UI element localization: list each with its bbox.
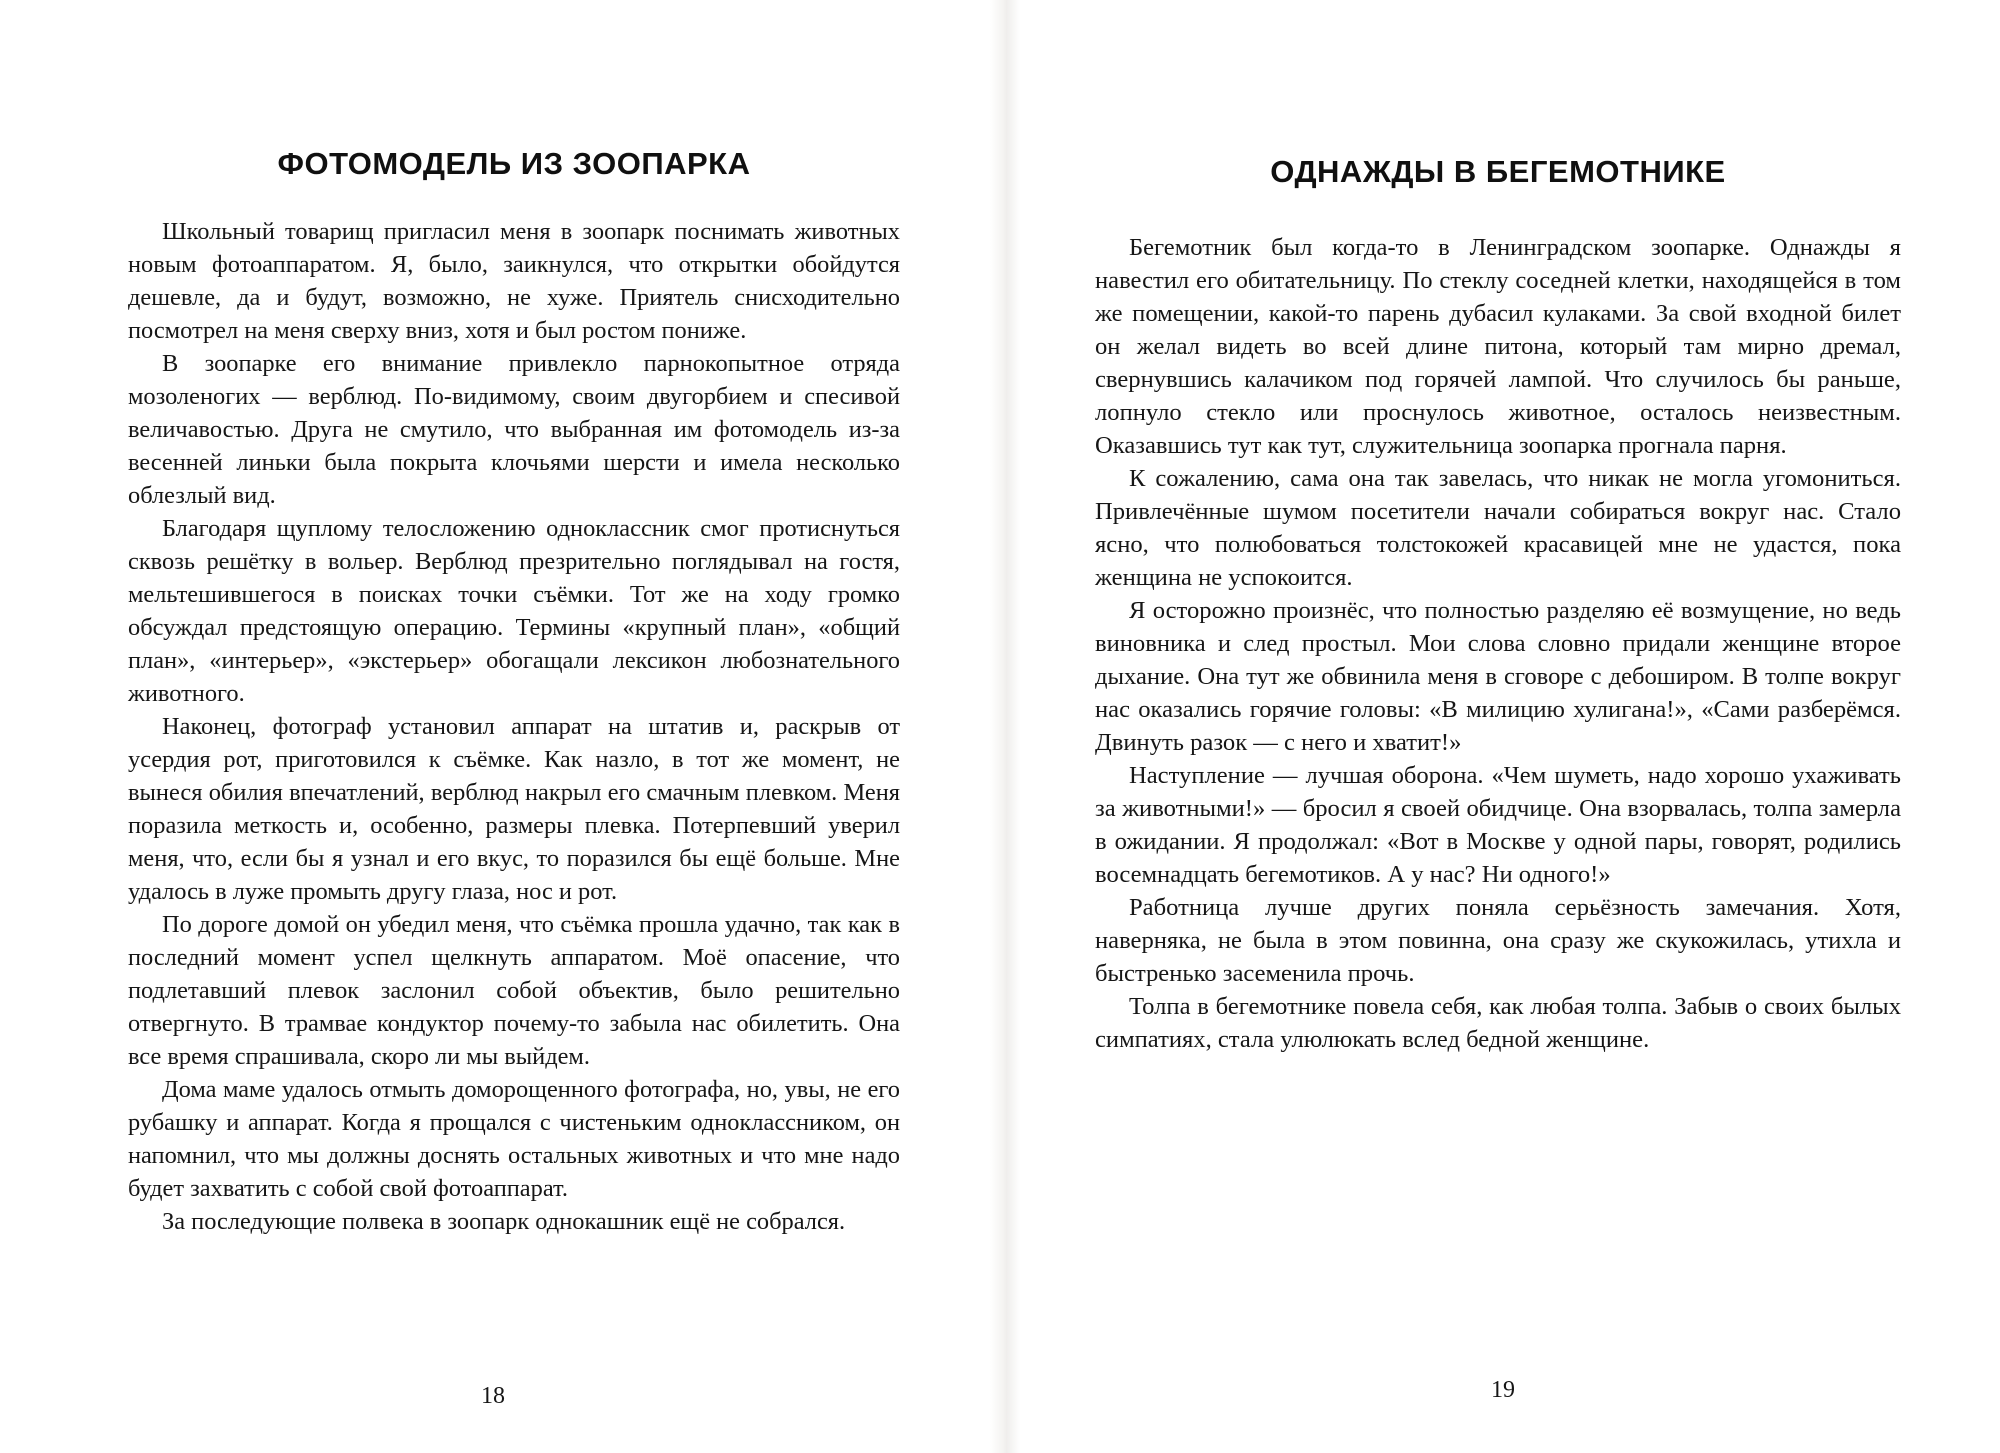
- paragraph: За последующие полвека в зоопарк однокашник ещё не собрался.: [162, 1208, 846, 1235]
- paragraph: Наконец, фотограф установил аппарат на штатив и, раскрыв от усердия рот, приготовился к съёмке. Как назло, в тот же момент, не вынеся обилия впечатлений, верблюд накрыл его смачным плевком. Меня поразила меткость и, особенно, размеры плевка. Потерпевший уверил меня, что, если бы я узнал и его вкус, то поразился бы ещё больше. Мне удалось в луже промыть другу глаза, нос и рот.: [128, 713, 900, 905]
- paragraph: Я осторожно произнёс, что полностью разделяю её возмущение, но ведь виновника и след простыл. Мои слова словно придали женщине второе дыхание. Она тут же обвинила меня в сговоре с дебоширом. В толпе вокруг нас оказались горячие головы: «В милицию хулигана!», «Сами разберёмся. Двинуть разок — с него и хватит!»: [1095, 597, 1901, 756]
- paragraph: Школьный товарищ пригласил меня в зоопарк поснимать животных новым фотоаппаратом. Я, было, заикнулся, что открытки обойдутся дешевле, да и будут, возможно, не хуже. Приятель снисходительно посмотрел на меня сверху вниз, хотя и был ростом пониже.: [128, 218, 900, 344]
- paragraph: По дороге домой он убедил меня, что съёмка прошла удачно, так как в последний момент успел щелкнуть аппаратом. Моё опасение, что подлетавший плевок заслонил собой объектив, было решительно отвергнуто. В трамвае кондуктор почему-то забыла нас обилетить. Она все время спрашивала, скоро ли мы выйдем.: [128, 911, 900, 1070]
- right-page-title: ОДНАЖДЫ В БЕГЕМОТНИКЕ: [1270, 154, 1726, 189]
- left-page-title: ФОТОМОДЕЛЬ ИЗ ЗООПАРКА: [277, 146, 751, 181]
- paragraph: К сожалению, сама она так завелась, что никак не могла угомониться. Привлечённые шумом посетители начали собираться вокруг нас. Стало ясно, что полюбоваться толстокожей красавицей мне не удастся, пока женщина не успокоится.: [1095, 465, 1901, 591]
- paragraph: Работница лучше других поняла серьёзность замечания. Хотя, наверняка, не была в этом повинна, она сразу же скукожилась, утихла и быстренько засеменила прочь.: [1095, 894, 1901, 987]
- left-page-number: 18: [481, 1383, 505, 1409]
- paragraph: Дома маме удалось отмыть доморощенного фотографа, но, увы, не его рубашку и аппарат. Когда я прощался с чистеньким одноклассником, он напомнил, что мы должны доснять остальных животных и что мне надо будет захватить с собой свой фотоаппарат.: [128, 1076, 900, 1202]
- right-page-body: [1095, 231, 1901, 1056]
- left-page-body: [128, 215, 900, 1238]
- right-page-number: 19: [1491, 1377, 1515, 1403]
- book-gutter: [990, 0, 1020, 1453]
- paragraph: Благодаря щуплому телосложению одноклассник смог протиснуться сквозь решётку в вольер. Верблюд презрительно поглядывал на гостя, мельтешившегося в поисках точки съёмки. Тот же на ходу громко обсуждал предстоящую операцию. Термины «крупный план», «общий план», «интерьер», «экстерьер» обогащали лексикон любознательного животного.: [128, 515, 900, 707]
- paragraph: Наступление — лучшая оборона. «Чем шуметь, надо хорошо ухаживать за животными!» — бросил я своей обидчице. Она взорвалась, толпа замерла в ожидании. Я продолжал: «Вот в Москве у одной пары, говорят, родились восемнадцать бегемотиков. А у нас? Ни одного!»: [1095, 762, 1901, 888]
- paragraph: В зоопарке его внимание привлекло парнокопытное отряда мозоленогих — верблюд. По-видимому, своим двугорбием и спесивой величавостью. Друга не смутило, что выбранная им фотомодель из-за весенней линьки была покрыта клочьями шерсти и имела несколько облезлый вид.: [128, 350, 900, 509]
- paragraph: Толпа в бегемотнике повела себя, как любая толпа. Забыв о своих былых симпатиях, стала улюлюкать вслед бедной женщине.: [1095, 993, 1901, 1053]
- paragraph: Бегемотник был когда-то в Ленинградском зоопарке. Однажды я навестил его обитательницу. По стеклу соседней клетки, находящейся в том же помещении, какой-то парень дубасил кулаками. За свой входной билет он желал видеть во всей длине питона, который там мирно дремал, свернувшись калачиком под горячей лампой. Что случилось бы раньше, лопнуло стекло или проснулось животное, осталось неизвестным. Оказавшись тут как тут, служительница зоопарка прогнала парня.: [1095, 234, 1901, 459]
